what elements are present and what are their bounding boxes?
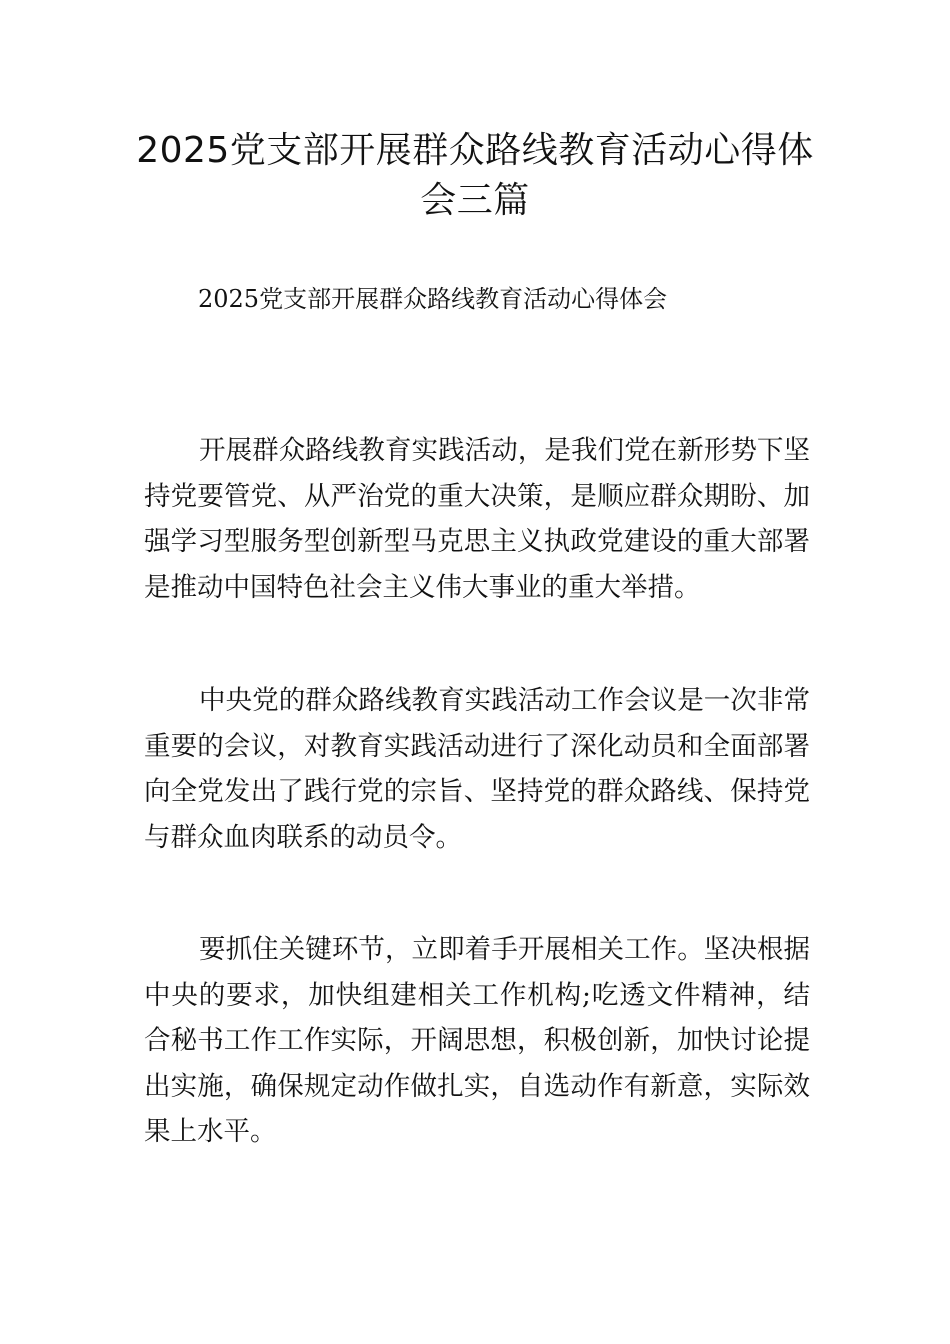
paragraph-2: 中央党的群众路线教育实践活动工作会议是一次非常重要的会议，对教育实践活动进行了深化动员和全面部署向全党发出了践行党的宗旨、坚持党的群众路线、保持党与群众血肉联系的动员令。 bbox=[144, 685, 810, 853]
title-line-2: 会三篇 bbox=[420, 180, 530, 221]
title-line-1: 2025党支部开展群众路线教育活动心得体 bbox=[136, 130, 814, 171]
document-subtitle: 2025党支部开展群众路线教育活动心得体会 bbox=[198, 285, 668, 313]
paragraph-1: 开展群众路线教育实践活动，是我们党在新形势下坚持党要管党、从严治党的重大决策，是顺应群众期盼、加强学习型服务型创新型马克思主义执政党建设的重大部署是推动中国特色社会主义伟大事业的重大举措。 bbox=[144, 435, 810, 603]
document-title bbox=[0, 126, 950, 226]
paragraph-3: 要抓住关键环节，立即着手开展相关工作。坚决根据中央的要求，加快组建相关工作机构;吃透文件精神，结合秘书工作工作实际，开阔思想，积极创新，加快讨论提出实施，确保规定动作做扎实，自选动作有新意，实际效果上水平。 bbox=[144, 934, 810, 1147]
